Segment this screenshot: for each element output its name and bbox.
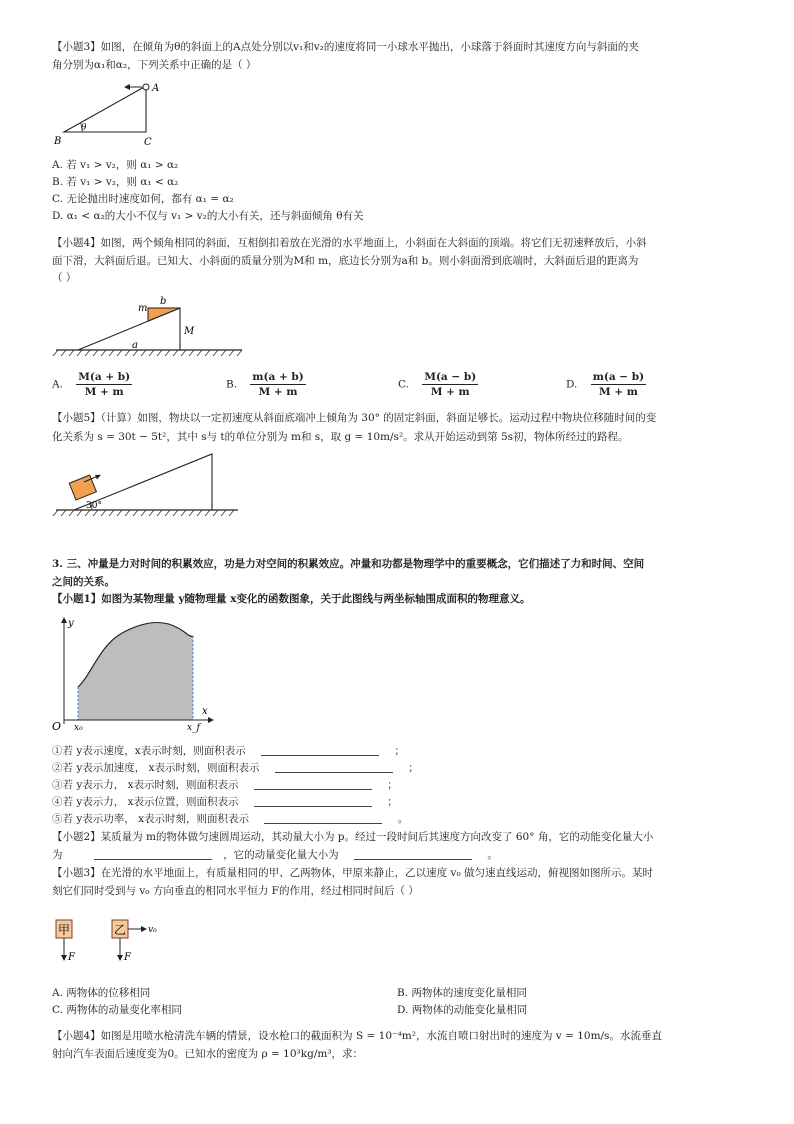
q3-stem-line1: 【小题3】如图，在倾角为θ的斜面上的A点处分别以v₁和v₂的速度将同一小球水平抛出，小球落于斜面时其速度方向与斜面的夹: [52, 41, 639, 53]
sec3-sub3-line2: 刻它们同时受到与 v₀ 方向垂直的相同水平恒力 F的作用，经过相同时间后（ ）: [52, 885, 419, 897]
q5-stem-line1: 【小题5】（计算）如图，物块以一定初速度从斜面底端冲上倾角为 30° 的固定斜面，斜面足够长。运动过程中物块位移随时间的变: [52, 412, 657, 424]
sec3-sub3-option-b[interactable]: B. 两物体的速度变化量相同: [397, 987, 527, 999]
q4-option-a[interactable]: [52, 370, 132, 399]
answer-blank-4[interactable]: [254, 795, 372, 807]
sec3-top-view-figure: [52, 916, 192, 966]
sec3-area-graph: [52, 614, 222, 734]
tick-xf: x_f: [187, 723, 200, 733]
q4-option-c[interactable]: [398, 370, 478, 399]
force-F1-label: F: [68, 952, 75, 963]
sec3-sub2-line1: 【小题2】某质量为 m的物体做匀速圆周运动，其动量大小为 p。经过一段时间后其速度方向改变了 60° 角，它的动能变化量大小: [52, 831, 654, 843]
label-B: B: [54, 136, 62, 147]
sec3-item-5-text: ⑤若 y表示功率， x表示时刻，则面积表示: [52, 813, 250, 825]
q4-option-d[interactable]: [566, 370, 646, 399]
sec3-sub2-line2: [52, 848, 498, 862]
q3-option-c[interactable]: C. 无论抛出时速度如何，都有 α₁ = α₂: [52, 193, 234, 205]
sec3-sub3-option-d[interactable]: D. 两物体的动能变化量相同: [397, 1004, 528, 1016]
sec3-item-1: [52, 744, 405, 758]
sec3-item-1-end: ；: [394, 745, 405, 757]
q4-option-b-num: m(a + b): [252, 371, 304, 383]
block-jia-label: 甲: [58, 923, 71, 937]
sec3-intro-line1: 3. 三、冲量是力对时间的积累效应，功是力对空间的积累效应。冲量和功都是物理学中的重要概念，它们描述了力和时间、空间: [52, 558, 645, 570]
q4-stem-line3: （ ）: [52, 272, 77, 284]
sec3-item-5: [52, 812, 408, 826]
q4-two-incline-figure: [52, 294, 252, 364]
q4-option-c-label: C.: [398, 378, 409, 391]
force-F2-label: F: [124, 952, 131, 963]
sec3-intro-line2: 之间的关系。: [52, 576, 115, 588]
sec3-item-3-text: ③若 y表示力， x表示时刻，则面积表示: [52, 779, 239, 791]
q4-option-d-den: M + m: [598, 386, 638, 398]
axis-label-y: y: [68, 618, 74, 629]
q4-stem-line1: 【小题4】如图，两个倾角相同的斜面，互相倒扣着放在光滑的水平地面上，小斜面在大斜面的顶端。将它们无初速释放后，小斜: [52, 237, 647, 249]
q4-option-c-den: M + m: [430, 386, 470, 398]
sec3-item-4-text: ④若 y表示力， x表示位置，则面积表示: [52, 796, 239, 808]
sec3-item-4: [52, 795, 398, 809]
q4-option-c-num: M(a − b): [424, 371, 477, 383]
q4-option-d-label: D.: [566, 378, 578, 391]
block-yi-label: 乙: [114, 923, 127, 937]
sec3-sub3-option-a[interactable]: A. 两物体的位移相同: [52, 987, 151, 999]
sec3-item-3: [52, 778, 398, 792]
q3-option-a[interactable]: A. 若 v₁ > v₂，则 α₁ > α₂: [52, 159, 179, 171]
q4-option-b-label: B.: [226, 378, 238, 391]
answer-blank-1[interactable]: [261, 744, 379, 756]
sec3-sub3-option-c[interactable]: C. 两物体的动量变化率相同: [52, 1004, 182, 1016]
q3-option-d[interactable]: D. α₁ < α₂的大小不仅与 v₁ > v₂的大小有关，还与斜面倾角 θ有关: [52, 210, 364, 222]
sec3-item-1-text: ①若 y表示速度，x表示时刻，则面积表示: [52, 745, 246, 757]
sec3-sub2-end: 。: [487, 849, 498, 861]
sec3-sub1-stem: 【小题1】如图为某物理量 y随物理量 x变化的函数图象，关于此图线与两坐标轴围成面积的物理意义。: [52, 593, 531, 605]
axis-label-x: x: [202, 706, 208, 717]
answer-blank-3[interactable]: [254, 778, 372, 790]
q4-option-a-den: M + m: [84, 386, 124, 398]
velocity-v0-label: v₀: [148, 925, 157, 935]
sec3-item-2-end: ；: [408, 762, 419, 774]
sec3-sub2-mid: ，它的动量变化量大小为: [223, 849, 339, 861]
sec3-sub4-line1: 【小题4】如图是用喷水枪清洗车辆的情景，设水枪口的截面积为 S = 10⁻⁴m²，水流自喷口射出时的速度为 v = 10m/s。水流垂直: [52, 1030, 662, 1042]
q3-option-b[interactable]: B. 若 v₁ > v₂，则 α₁ < α₂: [52, 176, 179, 188]
sec3-sub3-line1: 【小题3】在光滑的水平地面上，有质量相同的甲、乙两物体，甲原来静止，乙以速度 v₀ 做匀速直线运动，俯视图如图所示。某时: [52, 867, 653, 879]
label-m: m: [138, 303, 148, 314]
q4-option-b[interactable]: [226, 370, 306, 399]
q3-incline-figure: [52, 78, 192, 148]
q5-stem-line2: 化关系为 s = 30t − 5t²，其中 s与 t的单位分别为 m和 s，取 g = 10m/s²。求从开始运动到第 5s初，物体所经过的路程。: [52, 431, 629, 443]
sec3-sub2-pre: 为: [52, 849, 63, 861]
sec3-item-2-text: ②若 y表示加速度， x表示时刻，则面积表示: [52, 762, 260, 774]
sec3-item-5-end: 。: [397, 813, 409, 825]
label-30deg: 30°: [86, 501, 102, 511]
label-M: M: [184, 326, 195, 337]
sec3-item-4-end: ；: [387, 796, 398, 808]
sec3-item-3-end: ；: [387, 779, 398, 791]
answer-blank-kinetic[interactable]: [94, 848, 212, 860]
sec3-sub4-line2: 射向汽车表面后速度变为0。已知水的密度为 ρ = 10³kg/m³，求：: [52, 1048, 364, 1060]
q4-stem-line2: 面下滑，大斜面后退。已知大、小斜面的质量分别为M和 m，底边长分别为a和 b。则小斜面滑到底端时，大斜面后退的距离为: [52, 255, 639, 267]
sec3-item-2: [52, 761, 419, 775]
label-theta: θ: [81, 123, 87, 133]
answer-blank-momentum[interactable]: [354, 848, 472, 860]
label-C: C: [144, 137, 152, 148]
answer-blank-5[interactable]: [264, 812, 382, 824]
q4-option-a-num: M(a + b): [78, 371, 131, 383]
answer-blank-2[interactable]: [275, 761, 393, 773]
label-A: A: [152, 83, 160, 94]
q4-option-d-num: m(a − b): [592, 371, 645, 383]
q4-option-a-label: A.: [52, 378, 63, 391]
label-a: a: [132, 340, 138, 351]
q4-option-b-den: M + m: [258, 386, 298, 398]
q5-block-incline-figure: [52, 452, 252, 522]
label-b: b: [160, 296, 167, 307]
tick-x0: x₀: [74, 723, 83, 733]
q3-stem-line2: 角分别为α₁和α₂，下列关系中正确的是（ ）: [52, 59, 257, 71]
origin-label: O: [52, 720, 62, 733]
